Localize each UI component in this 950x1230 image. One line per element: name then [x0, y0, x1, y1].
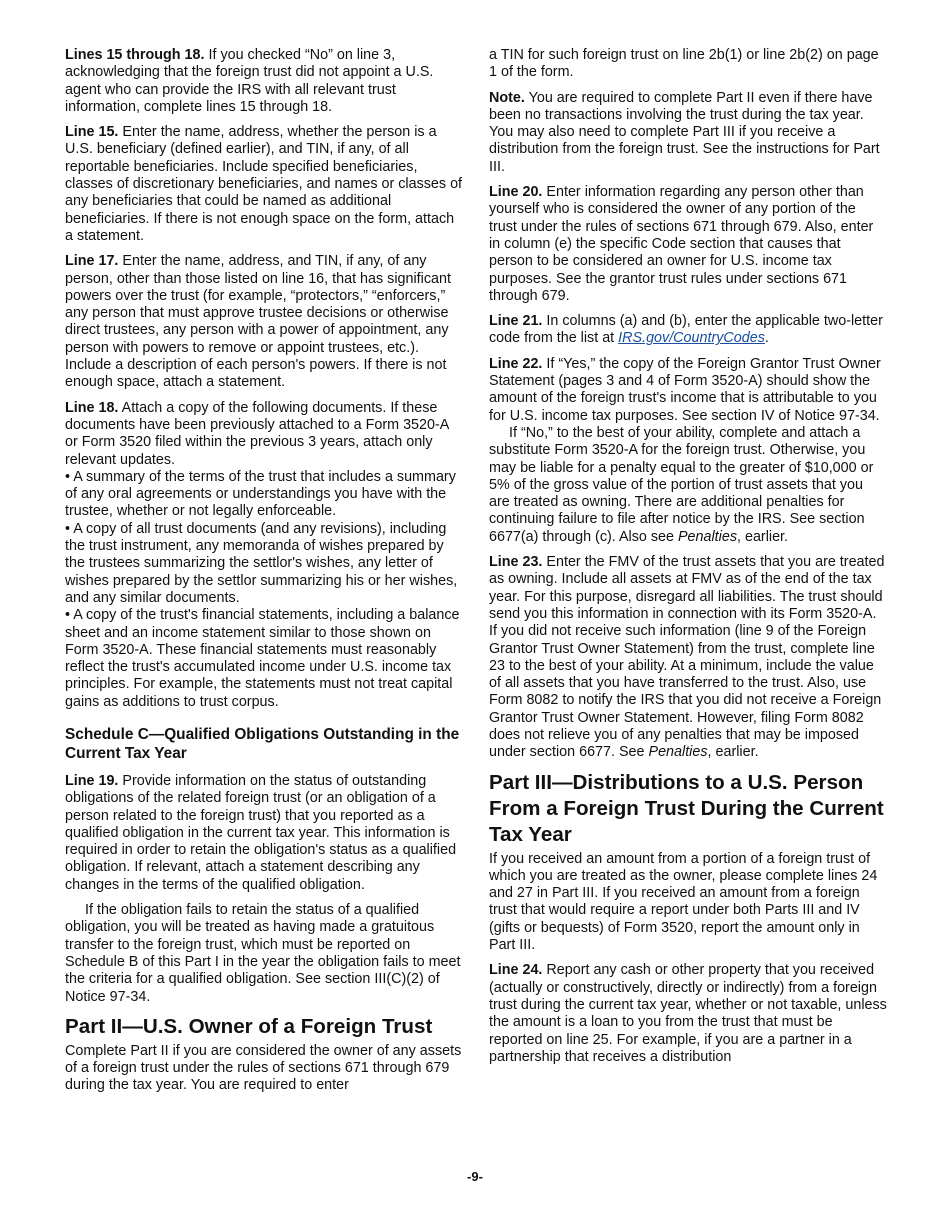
bullet-item [65, 469, 463, 521]
paragraph-part-iii-intro: If you received an amount from a portion of a foreign trust of which you are treated as the owner, please complete lines 24 and 27 in Part III. If you received an amount from a foreign trust that would require a report under both Parts III and IV (gifts or bequests) of Form 3520, report the amount only in Part III. [489, 850, 878, 954]
schedule-c-heading: Schedule C—Qualified Obligations Outstanding in the Current Tax Year [65, 725, 460, 763]
paragraph-line-19 [65, 773, 463, 894]
paragraph-text: Attach a copy of the following documents. If these documents have been previously attached to a Form 3520-A or Form 3520 filed within the previous 3 years, attach only relevant updates. [65, 399, 449, 468]
paragraph-line-17 [65, 253, 463, 391]
bullet-item [65, 607, 463, 711]
paragraph-text: If “Yes,” the copy of the Foreign Grantor Trust Owner Statement (pages 3 and 4 of Form 3520-A) should show the amount of the foreign trust's income that is attributable to you for U.S. income tax purposes. See section IV of Notice 97-34. [489, 355, 881, 424]
paragraph-text: Enter the name, address, and TIN, if any, of any person, other than those listed on line 16, that has significant powers over the trust (for example, “protectors,” “enforcers,” any person that must approve trustee decisions or otherwise direct trustees, any person with a power of appointment, any person with powers to remove or appoint trustees, etc.). Include a description of each person's powers. If there is not enough space, attach a statement. [65, 253, 451, 391]
period: . [764, 330, 769, 347]
note-label: Note. [489, 89, 525, 106]
bullet-text: A copy of all trust documents (and any revisions), including the trust instrument, any memoranda of wishes prepared by the trustees summarizing the settlor's wishes, any letter of wishes prepared by the settlor summarizing his or her wishes, and any similar documents. [65, 520, 458, 606]
bullet-icon: • [65, 520, 71, 537]
trailing-text: , earlier. [737, 528, 789, 545]
paragraph-text: If “No,” to the best of your ability, complete and attach a substitute Form 3520-A for the foreign trust. Otherwise, you may be liable for a penalty equal to the greater of $10,000 or 5% of the gross value of the portion of trust assets that you are treated as owning. There are additional penalties for continuing failure to file after notice by the IRS. See section 6677(a) through (c). Also see [489, 424, 874, 545]
paragraph-line-24 [489, 962, 887, 1066]
paragraph-line-20 [489, 184, 887, 305]
paragraph-line-23 [489, 554, 887, 762]
left-column [65, 47, 463, 1103]
bullet-icon: • [65, 607, 71, 624]
line-label: Line 17. [65, 253, 119, 270]
bullet-text: A copy of the trust's financial statements, including a balance sheet and an income statement similar to those shown on Form 3520-A. These financial statements must reasonably reflect the trust's accumulated income under U.S. income tax principles. For example, the statements must not treat capital gains as additions to trust corpus. [65, 607, 460, 710]
line-label: Line 19. [65, 772, 119, 789]
paragraph-text: Provide information on the status of outstanding obligations of the related foreign trust (or an obligation of a person related to the foreign trust) that you reported as a qualified obligation in the current tax year. This information is required in order to retain the obligation's status as a qualified obligation. If relevant, attach a statement describing any changes in the terms of the qualified obligation. [65, 772, 457, 893]
paragraph-text: Report any cash or other property that you received (actually or constructively, directly or indirectly) from a foreign trust during the current tax year, whether or not taxable, unless the amount is a loan to you from the trust that must be reported on line 25. For example, if you are a partner in a partnership that receives a distribution [489, 962, 887, 1065]
paragraph-note [489, 90, 887, 176]
bullet-item [65, 521, 463, 607]
bullet-text: A summary of the terms of the trust that includes a summary of any oral agreements or understandings you have with the trustee, whether or not legally enforceable. [65, 468, 456, 520]
page-number: -9- [467, 1169, 483, 1184]
line-label: Line 15. [65, 124, 119, 141]
paragraph-text: Enter the name, address, whether the person is a U.S. beneficiary (defined earlier), and TIN, if any, of all reportable beneficiaries. Include specified beneficiaries, classes of discretionary beneficiaries, and names or classes of any beneficiaries that could be named as additional beneficiaries. If there is not enough space on the form, attach a statement. [65, 124, 463, 244]
paragraph-text: Enter information regarding any person other than yourself who is considered the owner of any portion of the trust under the rules of sections 671 through 679. Also, enter in column (e) the specific Code section that causes that person to be considered an owner for U.S. income tax purposes. See the grantor trust rules under sections 671 through 679. [489, 184, 874, 304]
paragraph-line-15 [65, 124, 463, 245]
penalties-reference: Penalties [648, 744, 708, 761]
line-label: Line 24. [489, 962, 543, 979]
part-ii-heading: Part II—U.S. Owner of a Foreign Trust [65, 1014, 433, 1038]
line-label: Lines 15 through 18. [65, 47, 205, 63]
paragraph-lines-15-18 [65, 47, 463, 116]
line-label: Line 21. [489, 313, 543, 330]
paragraph-text: Enter the FMV of the trust assets that you are treated as owning. Include all assets at FMV as of the end of the tax year. For this purpose, disregard all liabilities. The trust should send you this information in connection with its Form 3520-A. If you did not receive such information (line 9 of the Foreign Grantor Trust Owner Statement) from the trust, complete line 23 to the best of your ability. At a minimum, include the value of all assets that you have transferred to the trust. Also, use Form 8082 to notify the IRS that you did not receive a Foreign Grantor Trust Owner Statement. However, filing Form 8082 does not relieve you of any penalties that may be imposed under section 6677. See [489, 554, 885, 761]
right-column [489, 47, 887, 1074]
penalties-reference: Penalties [677, 528, 737, 545]
line-label: Line 18. [65, 399, 119, 416]
paragraph-line-18 [65, 400, 463, 469]
paragraph-text: You are required to complete Part II even if there have been no transactions involving the trust during the tax year. You may also need to complete Part III if you receive a distribution from the foreign trust. See the instructions for Part III. [489, 89, 880, 175]
trailing-text: , earlier. [707, 744, 759, 761]
line-label: Line 20. [489, 184, 543, 201]
paragraph-line-22-continued [489, 425, 887, 546]
paragraph-line-21 [489, 313, 887, 348]
paragraph-text: If you checked “No” on line 3, acknowledging that the foreign trust did not appoint a U.S. agent who can provide the IRS with all relevant trust information, complete lines 15 through 18. [65, 47, 434, 115]
line-label: Line 22. [489, 355, 543, 372]
paragraph-line-19-continued: If the obligation fails to retain the status of a qualified obligation, you will be treated as having made a gratuitous transfer to the foreign trust, which must be reported on Schedule B of this Part I in the year the obligation fails to meet the criteria for a qualified obligation. See section III(C)(2) of Notice 97-34. [65, 902, 461, 1005]
part-iii-heading: Part III—Distributions to a U.S. Person From a Foreign Trust During the Current Tax Year [489, 770, 884, 846]
country-codes-link[interactable]: IRS.gov/CountryCodes [618, 330, 765, 347]
line-label: Line 23. [489, 554, 543, 571]
paragraph-part-ii-continued: a TIN for such foreign trust on line 2b(1) or line 2b(2) on page 1 of the form. [489, 47, 879, 81]
bullet-icon: • [65, 468, 71, 485]
paragraph-part-ii-intro: Complete Part II if you are considered the owner of any assets of a foreign trust under the rules of sections 671 through 679 during the tax year. You are required to enter [65, 1042, 462, 1094]
paragraph-line-22 [489, 356, 887, 425]
paragraph-text: In columns (a) and (b), enter the applicable two-letter code from the list at [489, 313, 883, 347]
